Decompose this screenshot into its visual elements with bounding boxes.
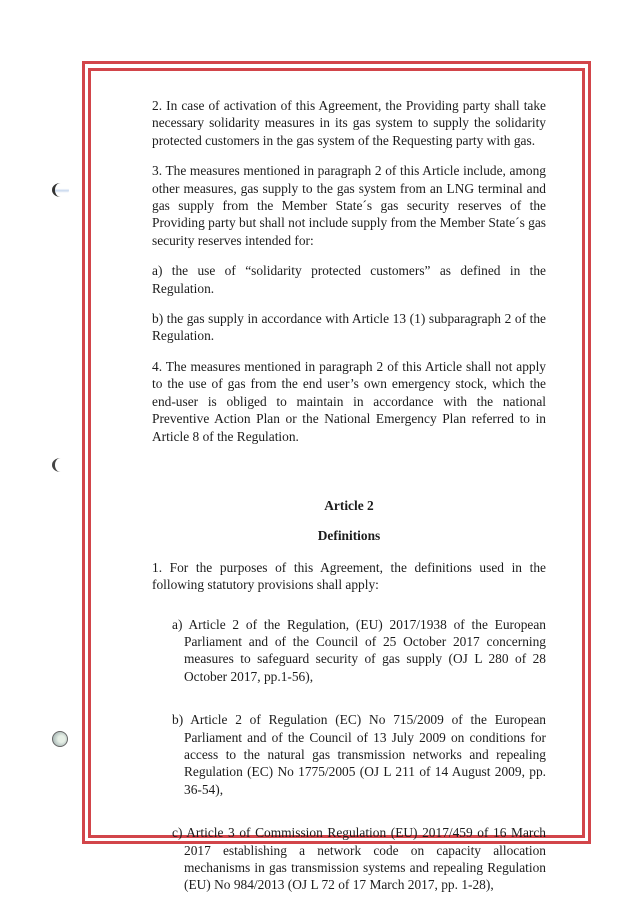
paragraph-4: 4. The measures mentioned in paragraph 2 of this Article shall not apply to the use of gas from the end user’s own emergency stock, which the end-user is obliged to maintain in accordance with the national Preventive Action Plan or the National Emergency Plan referred to in Article 8 of the Regulation.: [152, 358, 546, 444]
article-title: Definitions: [317, 528, 381, 544]
definitions-intro: 1. For the purposes of this Agreement, the definitions used in the following statutory provisions shall apply:: [152, 559, 546, 593]
article-heading: [152, 497, 546, 545]
punch-hole-top: [52, 183, 69, 197]
paragraph-3b: b) the gas supply in accordance with Article 13 (1) subparagraph 2 of the Regulation.: [152, 311, 546, 344]
paragraph-3a: a) the use of “solidarity protected customers” as defined in the Regulation.: [152, 263, 546, 296]
document-body: [152, 97, 546, 920]
definition-c: c) Article 3 of Commission Regulation (EU) 2017/459 of 16 March 2017 establishing a network code on capacity allocation mechanisms in gas transmission systems and repealing Regulation (EU) No 984/2013 (OJ L 72 of 17 March 2017, pp. 1-28),: [172, 825, 546, 893]
punch-hole-bottom: [52, 731, 68, 747]
definition-a: a) Article 2 of the Regulation, (EU) 2017/1938 of the European Parliament and of the Council of 25 October 2017 concerning measures to safeguard security of gas supply (OJ L 280 of 28 October 2017, pp.1-56),: [172, 616, 546, 684]
paragraph-3: 3. The measures mentioned in paragraph 2 of this Article include, among other measures, gas supply to the gas system from an LNG terminal and gas supply from the Member State´s gas security reserves of the Providing party but shall not include supply from the Member State´s gas security reserves intended for:: [152, 163, 546, 248]
punch-hole-middle: [52, 458, 69, 472]
article-number: Article 2: [324, 497, 374, 513]
definition-b: b) Article 2 of Regulation (EC) No 715/2009 of the European Parliament and of the Council of 13 July 2009 on conditions for access to the natural gas transmission networks and repealing Regulation (EC) No 1775/2005 (OJ L 211 of 14 August 2009, pp. 36-54),: [172, 712, 546, 797]
paragraph-2: 2. In case of activation of this Agreement, the Providing party shall take necessary solidarity measures in its gas system to supply the solidarity protected customers in the gas system of the Requesting party with gas.: [152, 98, 546, 148]
